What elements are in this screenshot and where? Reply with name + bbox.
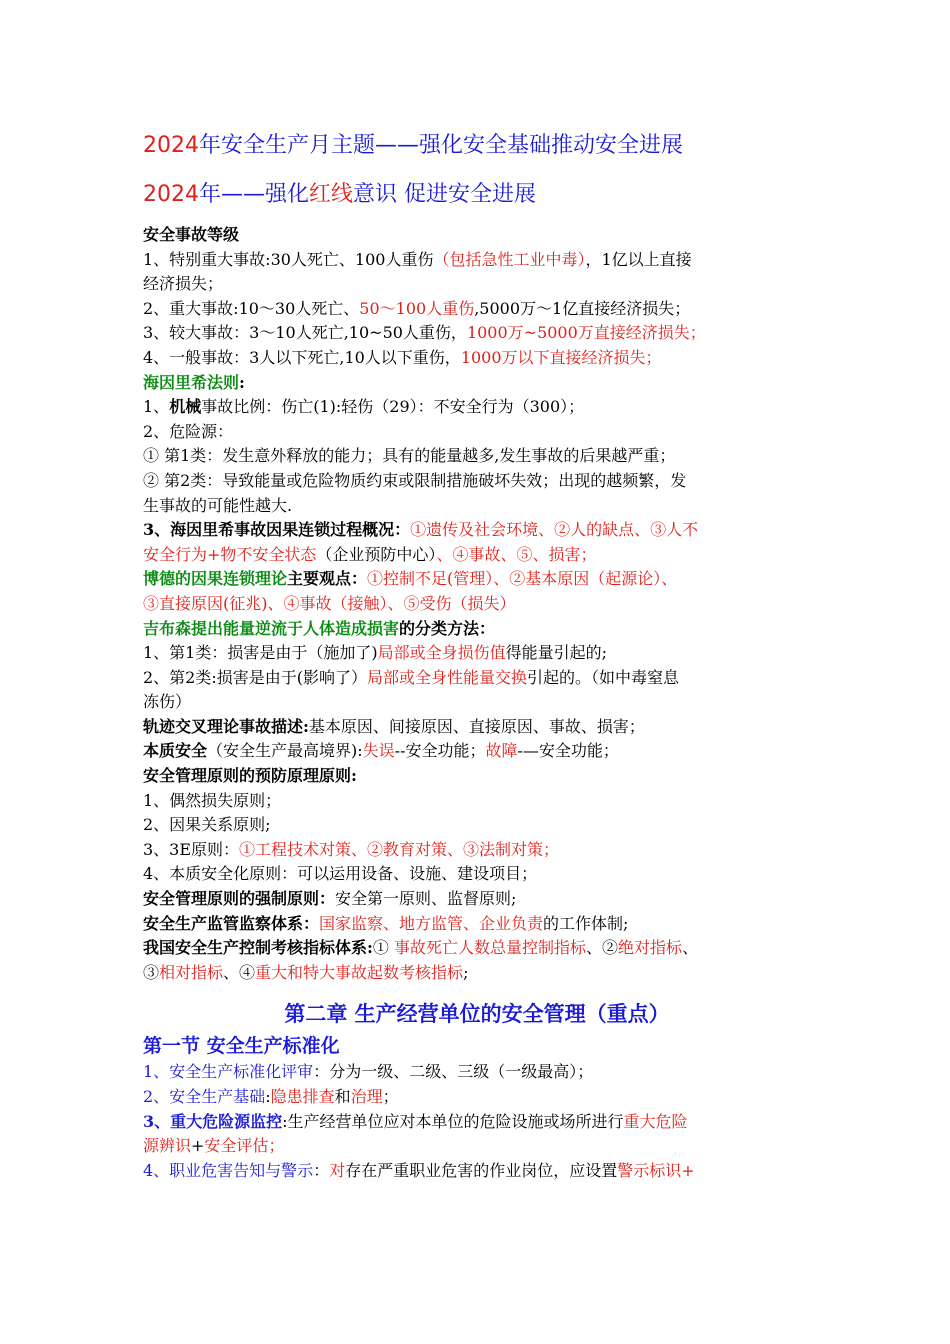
prevention-1: 1、偶然损失原则； [143, 790, 282, 810]
text: ：分为一级、二级、三级（一级最高）； [313, 1062, 594, 1082]
text: ： [313, 1160, 330, 1180]
prevention-2: 2、因果关系原则; [143, 815, 271, 835]
text: :生产经营单位应对本单位的危险设施或场所进行 [282, 1111, 624, 1131]
text: 的工作体制; [543, 913, 629, 933]
bird-line-1 [143, 567, 811, 592]
text: ① [372, 938, 395, 958]
text: 、② [586, 938, 619, 958]
force-line [143, 887, 811, 912]
indicator-line-1 [143, 936, 811, 961]
text-red: 安全行为+物不安全状态 [143, 544, 317, 564]
heinrich-heading [143, 371, 811, 396]
prevention-4: 4、本质安全化原则：可以运用设备、设施、建设项目； [143, 864, 538, 884]
system-line [143, 912, 811, 937]
text: 3、较大事故：3～10人死亡,10~50人重伤， [143, 323, 467, 343]
text-red: 重大危险 [623, 1111, 688, 1131]
page-subtitle-theme [143, 179, 811, 211]
title-year: 2024 [143, 133, 199, 158]
text: + [191, 1136, 205, 1156]
text: 、 [682, 938, 699, 958]
text-blue: 2、安全生产基础 [143, 1087, 266, 1106]
indicator-line-2 [143, 961, 811, 986]
text: （安全生产最高境界): [207, 741, 363, 761]
text-red: 故障 [485, 741, 518, 761]
prevention-heading: 安全管理原则的预防原理原则: [143, 766, 357, 786]
text-red: 失误 [362, 741, 395, 761]
text-bold: 主要观点： [287, 569, 368, 589]
accident-grade-heading: 安全事故等级 [143, 225, 240, 244]
text: 1、 [143, 397, 170, 417]
text-red: 源辨识 [143, 1136, 192, 1156]
subtitle-text-b: 红线 [309, 182, 354, 207]
item-3-cont [143, 1134, 811, 1159]
bird-heading: 博德的因果连锁理论 [143, 569, 288, 589]
heinrich-line-5: 生事故的可能性越大. [143, 495, 293, 515]
text: 1、特别重大事故:30人死亡、100人重伤 [143, 249, 434, 269]
text: 1、第1类：损害是由于（施加了) [143, 643, 378, 663]
text-red: 50～100人重伤 [359, 298, 475, 318]
text: 引起的。（如中毒窒息 [527, 667, 680, 687]
text-bold: 本质安全 [143, 741, 208, 761]
bird-line-2: ③直接原因(征兆)、④事故（接触）、⑤受伤（损失） [143, 593, 516, 613]
title-text: 年安全生产月主题——强化安全基础推动安全进展 [199, 133, 684, 158]
gibson-line-1 [143, 641, 811, 666]
text: 基本原因、间接原因、直接原因、事故、损害； [308, 716, 645, 736]
page-title-theme [143, 130, 811, 162]
document-page [143, 130, 811, 1183]
text-red: 对 [329, 1160, 346, 1180]
text-bold: 轨迹交叉理论事故描述: [143, 716, 309, 736]
text: ; [463, 962, 469, 982]
text-bold: 安全管理原则的强制原则： [143, 889, 336, 909]
text-red: 隐患排查 [270, 1087, 335, 1106]
subtitle-text-a: 年——强化 [199, 182, 310, 207]
gibson-line-2 [143, 666, 811, 691]
subtitle-year: 2024 [143, 182, 199, 207]
text: --安全功能； [394, 741, 486, 761]
text-red: 警示标识+ [617, 1160, 695, 1180]
item-3 [143, 1110, 811, 1135]
text: 4、一般事故：3人以下死亡,10人以下重伤， [143, 347, 461, 367]
text: 2、重大事故:10～30人死亡、 [143, 298, 360, 318]
section-heading: 第一节 安全生产标准化 [143, 1035, 340, 1058]
heinrich-line-2: 2、危险源： [143, 421, 234, 441]
heinrich-line-1 [143, 395, 811, 420]
gibson-heading [143, 617, 811, 642]
text: ③ [143, 962, 160, 982]
item-1 [143, 1060, 811, 1085]
text-red: 安全评估 [204, 1136, 269, 1156]
heinrich-line-3: ① 第1类：发生意外释放的能力；具有的能量越多,发生事故的后果越严重； [143, 446, 676, 466]
text-red: 重大和特大事故起数考核指标 [255, 962, 464, 982]
text-red: 局部或全身性能量交换 [367, 667, 528, 687]
text: （企业预防中心） [316, 544, 437, 564]
text: ，1亿以上直接 [585, 249, 692, 269]
text: : [265, 1087, 271, 1106]
text-red: 局部或全身损伤值 [377, 643, 506, 663]
text: 存在严重职业危害的作业岗位，应设置 [345, 1160, 618, 1180]
text-red: 1000万以下直接经济损失； [460, 347, 662, 367]
text: 3、3E原则： [143, 839, 240, 859]
text-red: ； [268, 1136, 285, 1156]
grade-line-1 [143, 248, 811, 273]
text-red: 1000万~5000万直接经济损失； [466, 323, 706, 343]
prevention-3 [143, 838, 811, 863]
heinrich-heading-text: 海因里希法则 [143, 372, 240, 392]
text-bold: 机械 [169, 397, 202, 417]
grade-line-4 [143, 346, 811, 371]
text: ,5000万～1亿直接经济损失； [474, 298, 691, 318]
text-red: 事故死亡人数总量控制指标 [394, 938, 587, 958]
text-red: 国家监察、地方监管、企业负责 [319, 913, 544, 933]
grade-line-3 [143, 321, 811, 346]
text-red: ①遗传及社会环境、②人的缺点、③人不 [410, 520, 699, 540]
text-red: 、④事故、⑤、损害； [436, 544, 597, 564]
grade-line-1-cont: 经济损失； [143, 274, 224, 294]
text: 2、第2类:损害是由于(影响了） [143, 667, 367, 687]
subtitle-text-c: 意识 促进安全进展 [353, 182, 537, 207]
item-2 [143, 1085, 811, 1110]
text-blue: 1、安全生产标准化评审 [143, 1062, 314, 1082]
text-red: （包括急性工业中毒） [433, 249, 586, 269]
heinrich-line-4: ② 第2类：导致能量或危险物质约束或限制措施破坏失效；出现的越频繁，发 [143, 470, 687, 490]
text-red: 绝对指标 [618, 938, 683, 958]
intrinsic-line [143, 739, 811, 764]
text-red: ①工程技术对策、②教育对策、③法制对策； [239, 839, 560, 859]
text: 事故比例：伤亡(1):轻伤（29）：不安全行为（300）； [201, 397, 585, 417]
text-bold: 3、海因里希事故因果连锁过程概况： [143, 520, 411, 540]
heinrich-line-6 [143, 518, 811, 543]
text-red: ①控制不足(管理）、②基本原因（起源论）、 [367, 569, 678, 589]
item-4 [143, 1159, 811, 1184]
text: -—安全功能； [517, 741, 619, 761]
text-red: 治理 [350, 1087, 383, 1106]
text-bold: 的分类方法： [399, 618, 496, 638]
text: 安全第一原则、监督原则; [335, 889, 517, 909]
text-blue: 4、职业危害告知与警示 [143, 1160, 314, 1180]
text: 和 [334, 1087, 351, 1106]
text: 、④ [223, 962, 256, 982]
text: ； [382, 1087, 399, 1106]
text-blue-bold: 3、重大危险源监控 [143, 1111, 283, 1131]
gibson-heading-text: 吉布森提出能量逆流于人体造成损害 [143, 618, 400, 638]
text: 得能量引起的; [505, 643, 608, 663]
heinrich-line-7 [143, 543, 811, 568]
gibson-line-3: 冻伤） [143, 692, 192, 712]
text-bold: 安全生产监管监察体系： [143, 913, 320, 933]
text-red: 相对指标 [159, 962, 224, 982]
track-line [143, 715, 811, 740]
grade-line-2 [143, 297, 811, 322]
chapter-heading: 第二章 生产经营单位的安全管理（重点） [284, 1002, 670, 1027]
text-bold: 我国安全生产控制考核指标体系: [143, 938, 373, 958]
heading-colon: : [239, 372, 245, 392]
